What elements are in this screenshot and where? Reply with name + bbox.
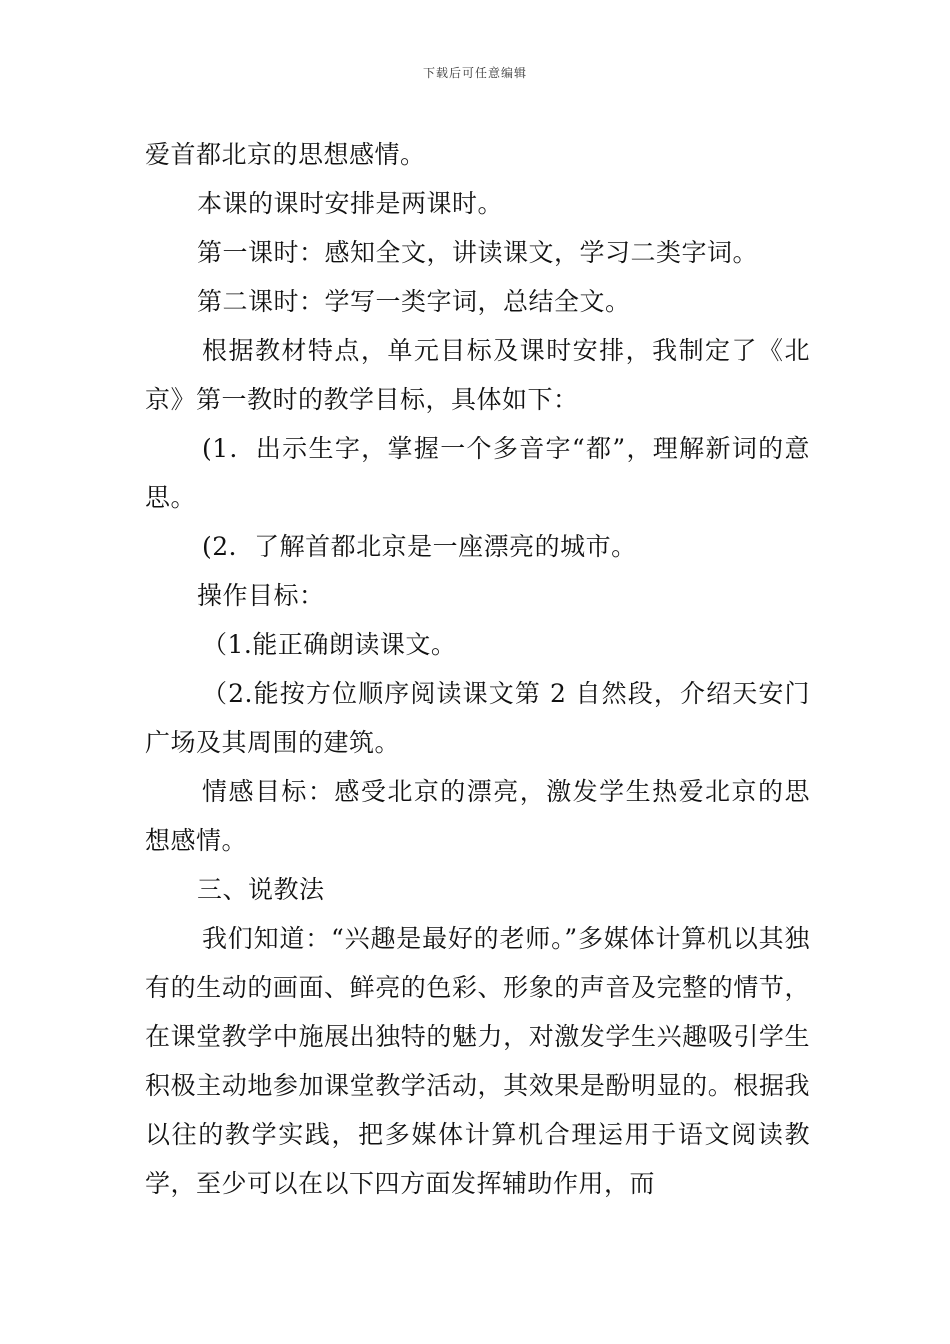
paragraph-lesson-arrangement: 本课的课时安排是两课时。 [197, 189, 504, 218]
paragraph-teaching-goals-intro: 根据教材特点，单元目标及课时安排，我制定了《北京》第一教时的教学目标，具体如下： [145, 336, 810, 414]
paragraph-operation-goal-1: （1.能正确朗读课文。 [202, 630, 457, 659]
paragraph-goal-2: (2．了解首都北京是一座漂亮的城市。 [202, 532, 637, 561]
paragraph-goal-1: (1．出示生字，掌握一个多音字“都”，理解新词的意思。 [145, 434, 810, 512]
paragraph-second-lesson: 第二课时：学写一类字词，总结全文。 [197, 287, 631, 316]
paragraph-operation-goal-2: （2.能按方位顺序阅读课文第 2 自然段，介绍天安门广场及其周围的建筑。 [145, 679, 810, 757]
paragraph-teaching-method: 我们知道：“兴趣是最好的老师。”多媒体计算机以其独有的生动的画面、鲜亮的色彩、形象的声音及完整的情节，在课堂教学中施展出独特的魅力，对激发学生兴趣吸引学生积极主动地参加课堂教学活动，其效果是酚明显的。根据我以往的教学实践，把多媒体计算机合理运用于语文阅读教学，至少可以在以下四方面发挥辅助作用，而 [145, 924, 810, 1198]
paragraph-emotion-goal: 情感目标：感受北京的漂亮，激发学生热爱北京的思想感情。 [145, 777, 810, 855]
document-body [145, 130, 810, 1208]
header-note: 下载后可任意编辑 [422, 66, 527, 80]
section-heading-teaching-method: 三、说教法 [197, 875, 325, 904]
paragraph-first-lesson: 第一课时：感知全文，讲读课文，学习二类字词。 [197, 238, 759, 267]
paragraph-operation-goals-heading: 操作目标： [197, 581, 325, 610]
paragraph-continuation: 爱首都北京的思想感情。 [145, 140, 426, 169]
